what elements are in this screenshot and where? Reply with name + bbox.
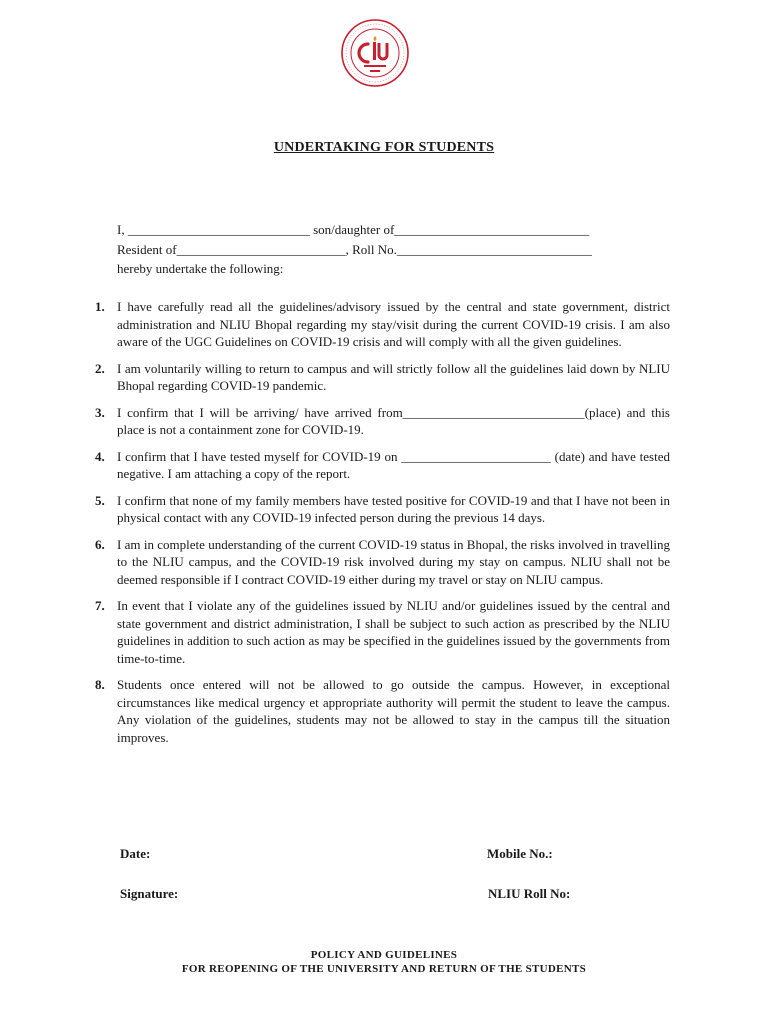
signature-label: Signature: [120, 886, 179, 901]
list-item [95, 536, 670, 589]
item-number: 1. [95, 299, 105, 314]
item-text: I confirm that none of my family members have tested positive for COVID-19 and that I have not been in physical contact with any COVID-19 infected person during the previous 14 days. [117, 492, 670, 525]
item-text: I confirm that I will be arriving/ have arrived from____________________________(place) and this place is not a containment zone for COVID-19. [117, 404, 670, 437]
item-text: I am in complete understanding of the current COVID-19 status in Bhopal, the risks involved in travelling to the NLIU campus, and the COVID-19 risk involved during my stay on campus. NLIU shall not be deemed responsible if I contract COVID-19 either during my travel or stay on NLIU campus. [117, 536, 670, 587]
university-logo [340, 18, 410, 88]
undertake-line: hereby undertake the following: [117, 261, 284, 276]
item-text: I am voluntarily willing to return to campus and will strictly follow all the guidelines laid down by NLIU Bhopal regarding COVID-19 pandemic. [117, 360, 670, 393]
list-item [95, 298, 670, 351]
item-number: 4. [95, 448, 105, 464]
name-line: I, ____________________________ son/daughter of______________________________ [117, 222, 590, 237]
document-title: UNDERTAKING FOR STUDENTS [273, 140, 495, 155]
item-text: I have carefully read all the guidelines/advisory issued by the central and state government, district administration and NLIU Bhopal regarding my stay/visit during the current COVID-19 crisis. I am also aware of the UGC Guidelines on COVID-19 crisis and will comply with all the given guidelines. [117, 299, 670, 349]
date-label: Date: [120, 846, 151, 861]
nliu-seal-icon [340, 18, 410, 88]
item-text: Students once entered will not be allowed to go outside the campus. However, in exceptional circumstances like medical urgency et appropriate authority will permit the student to leave the campus. Any violation of the guidelines, students may not be allowed to stay in the campus till the situation improves. [117, 677, 670, 745]
list-item [95, 492, 670, 527]
list-item [95, 360, 670, 395]
mobile-label: Mobile No.: [487, 846, 553, 861]
footer-line-1: POLICY AND GUIDELINES [310, 949, 458, 961]
list-item [95, 404, 670, 439]
list-item [95, 597, 670, 667]
item-number: 2. [95, 360, 105, 376]
item-text: I confirm that I have tested myself for COVID-19 on _______________________ (date) and have tested negative. I am attaching a copy of the report. [117, 448, 670, 481]
residence-line: Resident of__________________________, Roll No.______________________________ [117, 241, 592, 257]
item-number: 5. [95, 492, 105, 508]
policy-footer [0, 948, 768, 976]
item-number: 3. [95, 404, 105, 420]
footer-line-2: FOR REOPENING OF THE UNIVERSITY AND RETURN OF THE STUDENTS [181, 963, 587, 975]
item-text: In event that I violate any of the guidelines issued by NLIU and/or guidelines issued by the central and state government and district administration, I shall be subject to such action as prescribed by the NLIU guidelines in addition to such action as may be specified in the guidelines issued by the governments from time-to-time. [117, 598, 670, 666]
list-item [95, 448, 670, 483]
list-item [95, 676, 670, 746]
roll-number-label: NLIU Roll No: [488, 886, 571, 901]
undertaking-list [95, 298, 670, 755]
item-number: 8. [95, 677, 105, 692]
item-number: 6. [95, 536, 105, 552]
item-number: 7. [95, 598, 105, 613]
student-details-fillin [117, 220, 677, 279]
